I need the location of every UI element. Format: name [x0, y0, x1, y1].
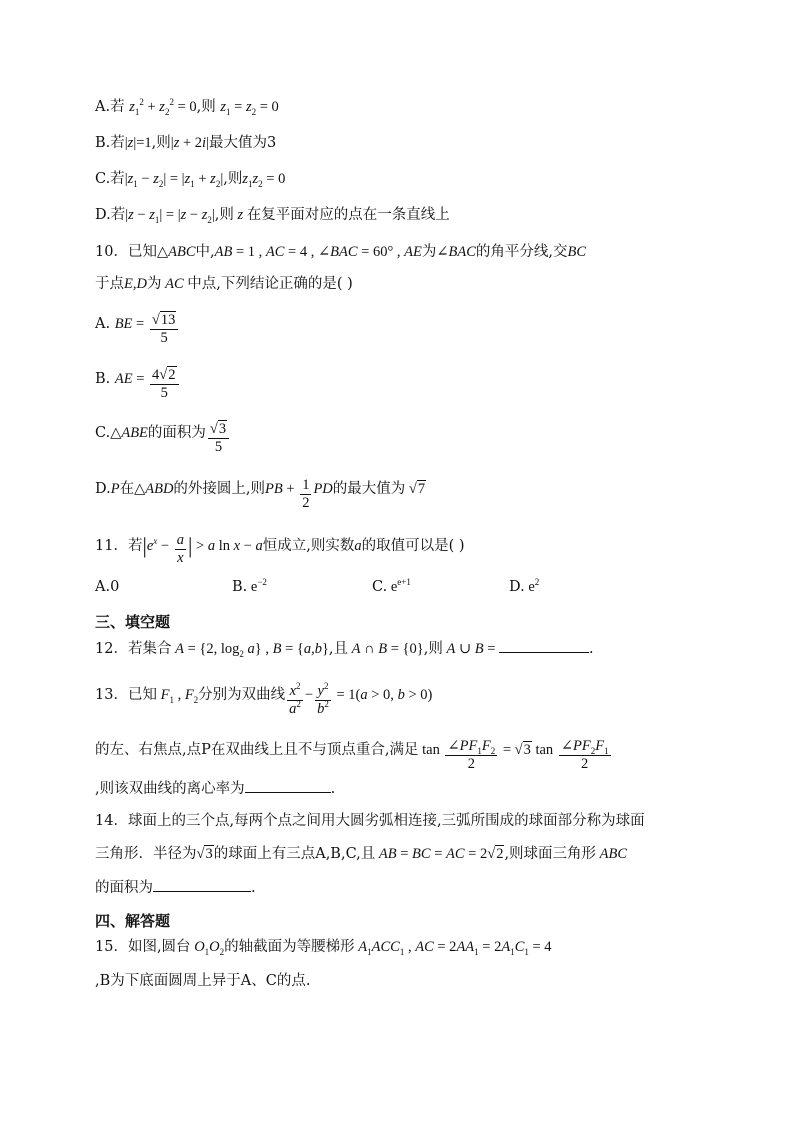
q9-option-a: A.若 $z_1^2 + z_2^2 = 0$,则 $z_1 = z_2 = 0$	[95, 97, 279, 117]
q9-option-b: B.若|z|=1,则|z + 2i|最大值为3	[95, 135, 277, 151]
q9-option-d: D.若$|z - z_1| = |z - z_2|$,则 z 在复平面对应的点在一条直线上	[95, 207, 450, 225]
q15-stem: 15．如图,圆台 $O_1O_2$的轴截面为等腰梯形 $A_1ACC_1$ , AC = $2AA_1 = 2A_1C_1 = 4$	[95, 939, 552, 957]
q11-option-a: A.0	[95, 579, 120, 595]
q14-stem-line3: 的面积为 .	[95, 877, 256, 898]
q14-stem-line2: 三角形．半径为√3的球面上有三点A,B,C,且 AB = BC = AC = 2√2,则球面三角形 ABC	[95, 846, 628, 862]
q10-option-b: B. AE = $\frac{4√2}{5}$	[95, 367, 181, 402]
q11-option-c: C. $e^{e+1}$	[372, 577, 411, 595]
q9-option-c: C.若$|z_1 - z_2| = |z_1 + z_2|$,则$z_1z_2 = 0$	[95, 171, 286, 189]
q13-stem: 13．已知 $F_1$ , $F_2$分别为双曲线 $\frac{x^2}{a^2}$ − $\frac{y^2}{b^2}$ = 1(a > 0, b > 0)	[95, 681, 433, 717]
q12-answer-blank[interactable]	[499, 638, 589, 653]
q10-stem: 10．已知△ABC中,AB = 1 , AC = 4 , ∠BAC = 60° , AE为∠BAC的角平分线,交BC	[95, 244, 587, 260]
q10-option-a: A. BE = $\frac{√13}{5}$	[95, 312, 180, 347]
q11-options	[95, 577, 539, 597]
q13-answer-blank[interactable]	[245, 778, 331, 793]
q13-stem-line2: 的左、右焦点,点P在双曲线上且不与顶点重合,满足 tan $\frac{\angle PF_1F_2}{2}$ = √3 tan $\frac{\angle PF_2F_1}{2}$	[95, 738, 609, 772]
q10-option-d: D.P在△ABD的外接圆上,则PB + $\frac{1}{2}$ PD的最大值为 √7	[95, 477, 426, 511]
q12-stem: 12．若集合 A = {2, $\log_2 a$} , B = {a,b},且 A ∩ B = {0},则 A ∪ B = .	[95, 638, 594, 659]
q14-stem: 14．球面上的三个点,每两个点之间用大圆劣弧相连接,三弧所围成的球面部分称为球面	[95, 813, 645, 829]
q11-option-d: D. $e^2$	[509, 577, 540, 595]
section-heading-fill-in: 三、填空题	[95, 613, 171, 631]
q10-option-c: C.△ABE的面积为 $\frac{√3}{5}$	[95, 421, 231, 456]
q10-stem-line2: 于点E,D为 AC 中点,下列结论正确的是( )	[95, 276, 353, 292]
q11-option-b: B. $e^{-2}$	[232, 577, 267, 595]
q11-stem: 11．若$|e^x$ − $\frac{a}{x}$ | > a ln x − a恒成立,则实数a的取值可以是( )	[95, 532, 465, 566]
q15-stem-line2: ,B为下底面圆周上异于A、C的点.	[95, 973, 311, 989]
section-heading-solutions: 四、解答题	[95, 912, 171, 930]
q13-stem-line3: ,则该双曲线的离心率为 .	[95, 778, 335, 799]
q14-answer-blank[interactable]	[153, 877, 251, 892]
